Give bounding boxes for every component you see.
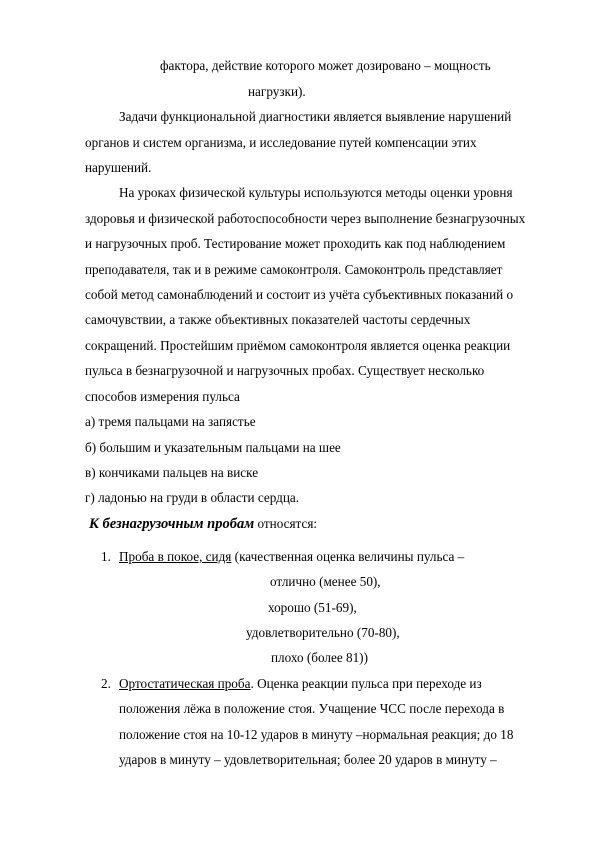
text-line: положения лёжа в положение стоя. Учащение ЧСС после перехода в: [119, 701, 505, 716]
grade-line: плохо (более 81)): [271, 650, 368, 665]
text-line: собой метод самонаблюдений и состоит из учёта субъективных показаний о: [85, 287, 514, 302]
heading-emphasis: К безнагрузочным пробам: [89, 516, 255, 532]
grade-line: отлично (менее 50),: [270, 574, 381, 589]
grade-line: удовлетворительно (70-80),: [246, 625, 400, 640]
list-item: г) ладонью на груди в области сердца.: [85, 490, 300, 505]
item-number: 2.: [101, 676, 111, 691]
text-line: ударов в минуту – удовлетворительная; более 20 ударов в минуту –: [119, 752, 497, 767]
text-line: преподавателя, так и в режиме самоконтроля. Самоконтроль представляет: [85, 262, 503, 277]
text-line: способов измерения пульса: [85, 389, 240, 404]
list-item: б) большим и указательным пальцами на шее: [85, 440, 341, 455]
list-item: а) тремя пальцами на запястье: [85, 414, 256, 429]
item-title: Проба в покое, сидя: [119, 549, 232, 564]
grade-line: хорошо (51-69),: [268, 600, 357, 615]
text-line: органов и систем организма, и исследование путей компенсации этих: [85, 135, 477, 150]
list-item: в) кончиками пальцев на виске: [85, 465, 259, 480]
item-text: (качественная оценка величины пульса –: [231, 549, 465, 564]
text-line: самочувствии, а также объективных показателей частоты сердечных: [85, 312, 471, 327]
text-line: сокращений. Простейшим приёмом самоконтроля является оценка реакции: [85, 338, 511, 353]
text-line: положение стоя на 10-12 ударов в минуту –нормальная реакция; до 18: [119, 727, 514, 742]
item-text: . Оценка реакции пульса при переходе из: [250, 676, 482, 691]
heading-rest: относятся:: [254, 516, 318, 531]
text-line: и нагрузочных проб. Тестирование может проходить как под наблюдением: [85, 236, 506, 251]
paragraph-start: На уроках физической культуры используются методы оценки уровня: [119, 185, 513, 200]
text-line: пульса в безнагрузочной и нагрузочных пробах. Существует несколько: [85, 363, 485, 378]
text-line: здоровья и физической работоспособности через выполнение безнагрузочных: [85, 211, 526, 226]
item-title: Ортостатическая проба: [119, 676, 251, 691]
section-heading: [89, 516, 317, 532]
paragraph-start: Задачи функциональной диагностики является выявление нарушений: [119, 109, 512, 124]
text-line: нагрузки).: [248, 84, 306, 99]
numbered-item: [119, 676, 482, 692]
item-number: 1.: [101, 549, 111, 564]
text-line: фактора, действие которого может дозировано – мощность: [160, 58, 491, 73]
numbered-item: [119, 549, 464, 565]
text-line: нарушений.: [85, 160, 152, 175]
